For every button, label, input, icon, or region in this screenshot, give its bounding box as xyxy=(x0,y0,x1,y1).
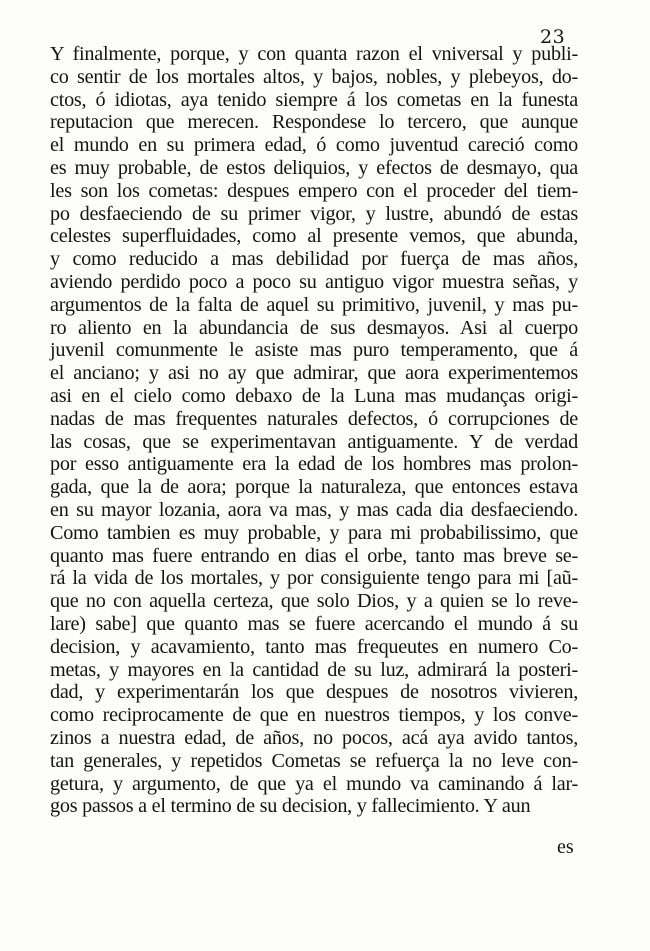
text-line: es muy probable, de estos deliquios, y efectos de desmayo, qua xyxy=(50,156,578,179)
text-line: celestes superfluidades, como al presente vemos, que abunda, xyxy=(50,225,578,248)
text-line: getura, y argumento, de que ya el mundo va caminando á lar- xyxy=(50,772,578,795)
text-line: argumentos de la falta de aquel su primitivo, juvenil, y mas pu- xyxy=(50,293,578,316)
text-line: dad, y experimentarán los que despues de nosotros vivieren, xyxy=(50,681,578,704)
text-line: y como reducido a mas debilidad por fuerça de mas años, xyxy=(50,248,578,271)
text-line: que no con aquella certeza, que solo Dios, y a quien se lo reve- xyxy=(50,590,578,613)
text-line: juvenil comunmente le asiste mas puro temperamento, que á xyxy=(50,339,578,362)
text-line: reputacion que merecen. Respondese lo tercero, que aunque xyxy=(50,111,578,134)
text-line: asi en el cielo como debaxo de la Luna mas mudanças origi- xyxy=(50,384,578,407)
text-line: nadas de mas frequentes naturales defectos, ó corrupciones de xyxy=(50,407,578,430)
text-line: rá la vida de los mortales, y por consiguiente tengo para mi [aũ- xyxy=(50,567,578,590)
text-line: co sentir de los mortales altos, y bajos, nobles, y plebeyos, do- xyxy=(50,65,578,88)
text-line: zinos a nuestra edad, de años, no pocos, acá aya avido tantos, xyxy=(50,726,578,749)
text-line: el mundo en su primera edad, ó como juventud careció como xyxy=(50,134,578,157)
text-line: aviendo perdido poco a poco su antiguo vigor muestra señas, y xyxy=(50,270,578,293)
text-line: les son los cometas: despues empero con el proceder del tiem- xyxy=(50,179,578,202)
page-number: 23 xyxy=(540,26,566,48)
text-line: las cosas, que se experimentavan antiguamente. Y de verdad xyxy=(50,430,578,453)
text-line: ctos, ó idiotas, aya tenido siempre á los cometas en la funesta xyxy=(50,88,578,111)
text-line: gada, que la de aora; porque la naturaleza, que entonces estava xyxy=(50,476,578,499)
text-line: Y finalmente, porque, y con quanta razon el vniversal y publi- xyxy=(50,43,578,65)
text-line: Como tambien es muy probable, y para mi probabilissimo, que xyxy=(50,521,578,544)
body-text xyxy=(50,43,578,818)
text-line: metas, y mayores en la cantidad de su luz, admirará la posteri- xyxy=(50,658,578,681)
text-line: por esso antiguamente era la edad de los hombres mas prolon- xyxy=(50,453,578,476)
catchword: es xyxy=(557,836,574,858)
text-line: el anciano; y asi no ay que admirar, que aora experimentemos xyxy=(50,362,578,385)
text-line: po desfaeciendo de su primer vigor, y lustre, abundó de estas xyxy=(50,202,578,225)
text-line: en su mayor lozania, aora va mas, y mas cada dia desfaeciendo. xyxy=(50,498,578,521)
text-line: gos passos a el termino de su decision, y fallecimiento. Y aun xyxy=(50,795,531,818)
text-line: tan generales, y repetidos Cometas se refuerça la no leve con- xyxy=(50,749,578,772)
text-line: quanto mas fuere entrando en dias el orbe, tanto mas breve se- xyxy=(50,544,578,567)
text-line: lare) sabe] que quanto mas se fuere acercando el mundo á su xyxy=(50,612,578,635)
text-line: decision, y acavamiento, tanto mas frequeutes en numero Co- xyxy=(50,635,578,658)
text-line: como reciprocamente de que en nuestros tiempos, y los conve- xyxy=(50,704,578,727)
text-line: ro aliento en la abundancia de sus desmayos. Asi al cuerpo xyxy=(50,316,578,339)
